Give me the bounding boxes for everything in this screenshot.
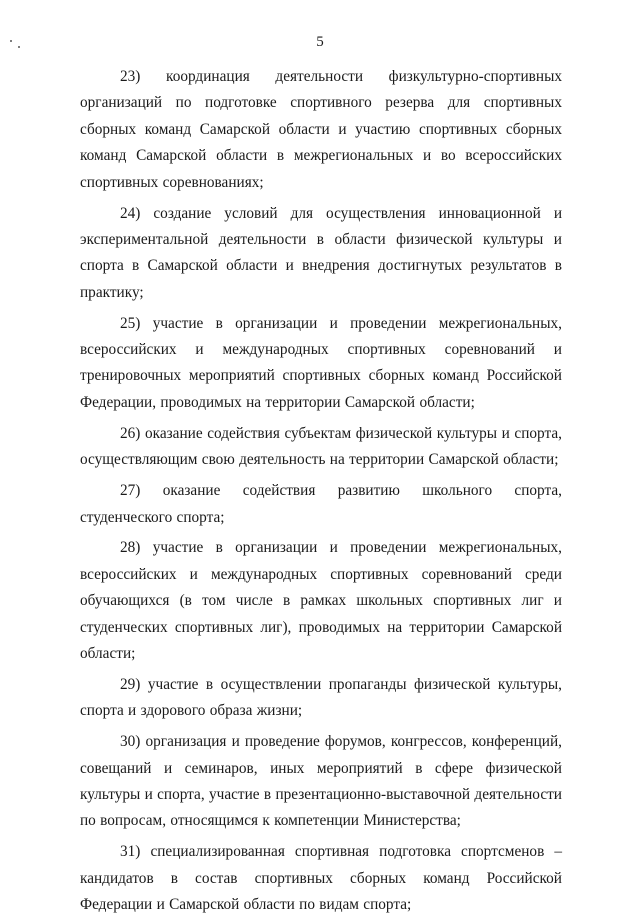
list-item-31: 31) специализированная спортивная подготовка спортсменов – кандидатов в состав спортивных сборных команд Российской Федерации и Самарской области по видам спорта;	[80, 843, 562, 914]
list-item-23: 23) координация деятельности физкультурно-спортивных организаций по подготовке спортивного резерва для спортивных сборных команд Самарской области и участию спортивных сборных команд Самарской области в межрегиональных и во всероссийских спортивных соревнованиях;	[80, 68, 562, 191]
list-item-29: 29) участие в осуществлении пропаганды физической культуры, спорта и здорового образа жизни;	[80, 675, 562, 720]
list-item-24: 24) создание условий для осуществления инновационной и экспериментальной деятельности в области физической культуры и спорта в Самарской области и внедрения достигнутых результатов в практику;	[80, 204, 562, 301]
page-number: 5	[316, 34, 324, 50]
list-item-30: 30) организация и проведение форумов, конгрессов, конференций, совещаний и семинаров, иных мероприятий в сфере физической культуры и спорта, участие в презентационно-выставочной деятельности по вопросам, относящимся к компетенции Министерства;	[80, 733, 562, 830]
list-item-25: 25) участие в организации и проведении межрегиональных, всероссийских и международных спортивных соревнований и тренировочных мероприятий спортивных сборных команд Российской Федерации, проводимых на территории Самарской области;	[80, 314, 562, 411]
list-item-28: 28) участие в организации и проведении межрегиональных, всероссийских и международных спортивных соревнований среди обучающихся (в том числе в рамках школьных спортивных лиг и студенческих спортивных лиг), проводимых на территории Самарской области;	[80, 539, 562, 663]
list-item-27: 27) оказание содействия развитию школьного спорта, студенческого спорта;	[80, 482, 562, 526]
list-item-26: 26) оказание содействия субъектам физической культуры и спорта, осуществляющим свою деятельность на территории Самарской области;	[80, 424, 562, 469]
document-body	[80, 64, 562, 923]
